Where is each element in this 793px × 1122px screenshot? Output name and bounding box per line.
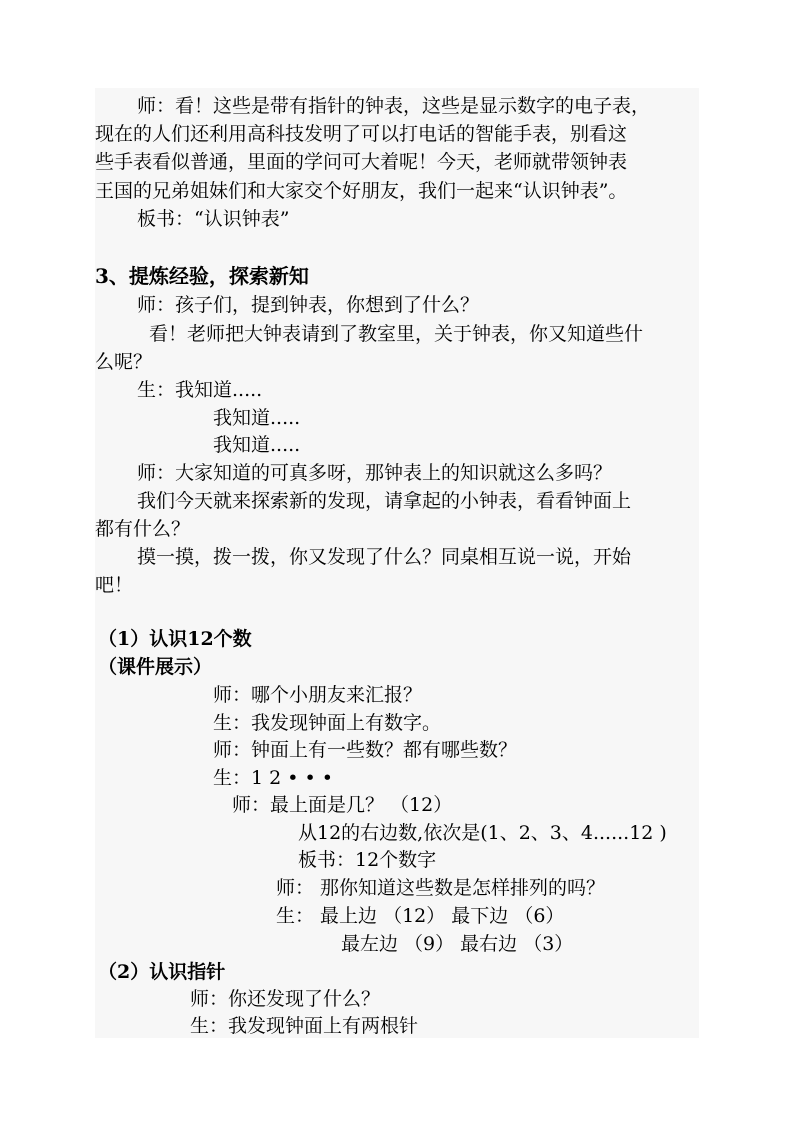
text-line: 我知道..... (213, 434, 301, 456)
text-line: 生：我发现钟面上有数字。 (213, 712, 442, 734)
text-line: 现在的人们还利用高科技发明了可以打电话的智能手表，别看这 (95, 123, 628, 145)
text-line: 些手表看似普通，里面的学问可大着呢！今天，老师就带领钟表 (95, 151, 628, 173)
text-line: 都有什么？ (95, 518, 191, 540)
text-line: 生：我知道..... (137, 379, 263, 401)
text-line: 么呢？ (95, 351, 153, 373)
text-line: 看！老师把大钟表请到了教室里，关于钟表，你又知道些什 (149, 323, 644, 345)
text-line: 师：孩子们，提到钟表，你想到了什么？ (137, 294, 480, 316)
subsection-heading: （2）认识指针 (98, 961, 226, 983)
text-line: 最左边 （9） 最右边 （3） (341, 933, 574, 955)
text-line: 生： 最上边 （12） 最下边 （6） (276, 905, 565, 927)
text-line: 我知道..... (213, 407, 301, 429)
text-line: 师：哪个小朋友来汇报？ (213, 684, 423, 706)
subsection-heading: （1）认识12个数 (98, 628, 252, 650)
text-line: 师：最上面是几？ （12） (232, 794, 453, 816)
text-line: 师： 那你知道这些数是怎样排列的吗？ (276, 877, 606, 899)
text-line: 摸一摸，拨一拨，你又发现了什么？同桌相互说一说，开始 (137, 546, 632, 568)
text-line: 师：大家知道的可真多呀，那钟表上的知识就这么多吗？ (137, 462, 613, 484)
subsection-note: （课件展示） (98, 656, 213, 678)
text-line: 生：1 2 • • • (213, 767, 333, 789)
text-line: 王国的兄弟姐妹们和大家交个好朋友，我们一起来“认识钟表”。 (95, 180, 628, 202)
text-line: 师：你还发现了什么？ (190, 988, 381, 1010)
text-line: 板书：12个数字 (298, 849, 437, 871)
text-line: 吧！ (95, 574, 134, 596)
text-line: 生：我发现钟面上有两根针 (190, 1015, 419, 1037)
text-line: 从12的右边数,依次是(1、2、3、4......12 ) (298, 822, 667, 844)
text-line: 我们今天就来探索新的发现，请拿起的小钟表，看看钟面上 (137, 490, 632, 512)
text-line: 师：看！这些是带有指针的钟表，这些是显示数字的电子表， (137, 95, 651, 117)
section-heading: 3、提炼经验，探索新知 (95, 264, 309, 288)
text-line: 师：钟面上有一些数？都有哪些数？ (213, 739, 518, 761)
text-line: 板书：“认识钟表” (137, 208, 290, 230)
